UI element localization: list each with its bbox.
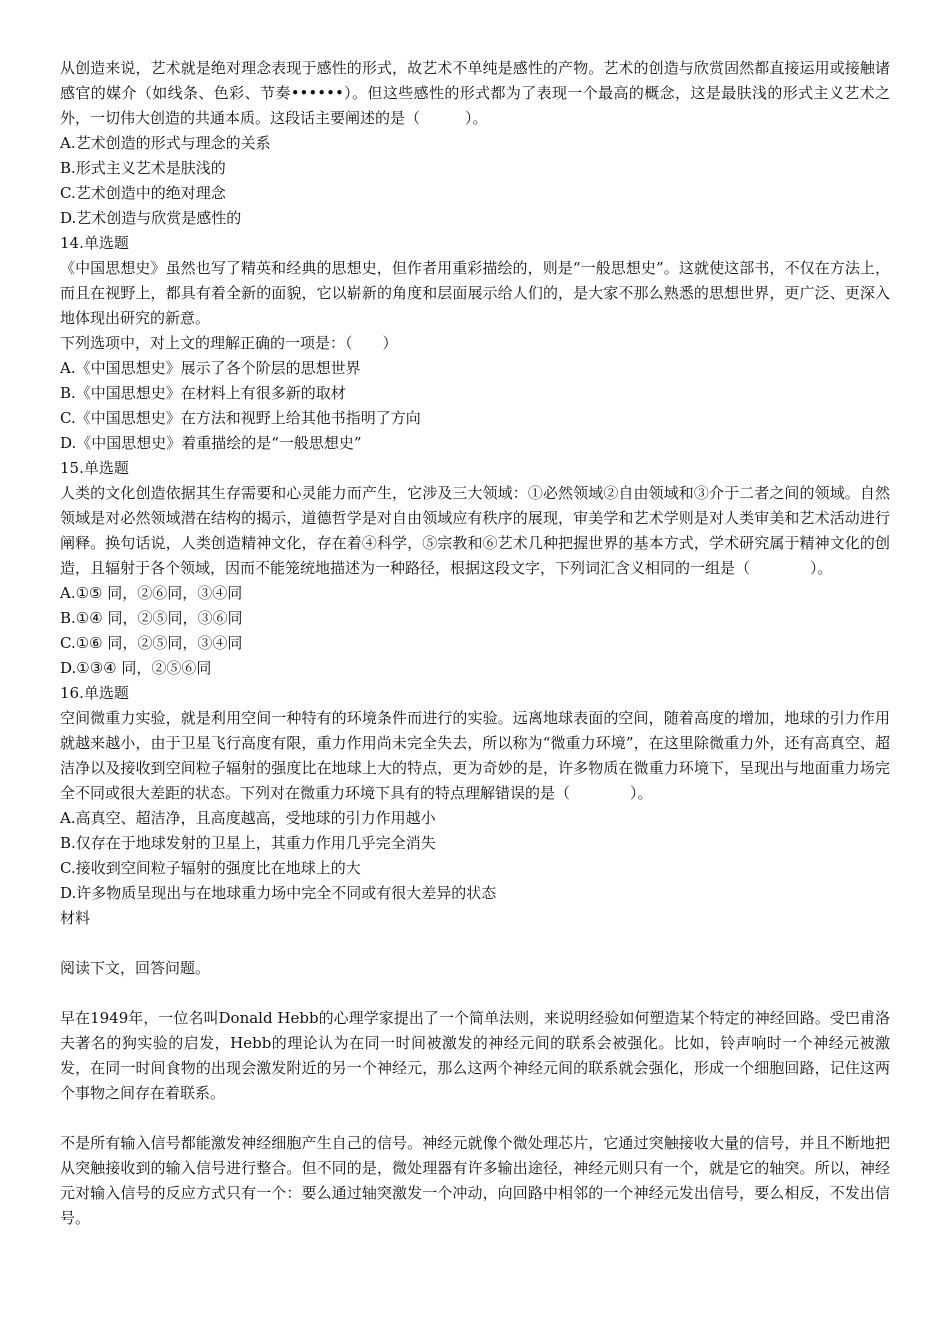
q15-option-d: D.①③④ 同，②⑤⑥同 (60, 659, 212, 677)
q13-option-c: C.艺术创造中的绝对理念 (60, 184, 226, 202)
q13-option-a: A.艺术创造的形式与理念的关系 (60, 134, 271, 152)
q16-option-d: D.许多物质呈现出与在地球重力场中完全不同或有很大差异的状态 (60, 884, 497, 902)
q16-option-c: C.接收到空间粒子辐射的强度比在地球上的大 (60, 859, 361, 877)
q15-option-a: A.①⑤ 同，②⑥同，③④同 (60, 584, 243, 602)
q13-option-d: D.艺术创造与欣赏是感性的 (60, 209, 242, 227)
spacer (60, 1106, 890, 1131)
q14-stem: 《中国思想史》虽然也写了精英和经典的思想史，但作者用重彩描绘的，则是“一般思想史”。这就使这部书，不仅在方法上，而且在视野上，都具有着全新的面貌，它以崭新的角度和层面展示给人们的，是大家不那么熟悉的思想世界，更广泛、更深入地体现出研究的新意。 (60, 259, 890, 327)
q14-option-a: A.《中国思想史》展示了各个阶层的思想世界 (60, 359, 361, 377)
q16-stem: 空间微重力实验，就是利用空间一种特有的环境条件而进行的实验。远离地球表面的空间，随着高度的增加，地球的引力作用就越来越小，由于卫星飞行高度有限，重力作用尚未完全失去，所以称为“微重力环境”，在这里除微重力外，还有高真空、超洁净以及接收到空间粒子辐射的强度比在地球上大的特点，更为奇妙的是，许多物质在微重力环境下，呈现出与地面重力场完全不同或很大差距的状态。下列对在微重力环境下具有的特点理解错误的是（ ）。 (60, 709, 890, 802)
q15-stem: 人类的文化创造依据其生存需要和心灵能力而产生，它涉及三大领域：①必然领域②自由领域和③介于二者之间的领域。自然领域是对必然领域潜在结构的揭示，道德哲学是对自由领域应有秩序的展现，审美学和艺术学则是对人类审美和艺术活动进行阐释。换句话说，人类创造精神文化，存在着④科学，⑤宗教和⑥艺术几种把握世界的基本方式，学术研究属于精神文化的创造，且辐射于各个领域，因而不能笼统地描述为一种路径，根据这段文字，下列词汇含义相同的一组是（ ）。 (60, 484, 890, 577)
q16-title: 16.单选题 (60, 684, 129, 702)
q15-option-c: C.①⑥ 同，②⑤同，③④同 (60, 634, 243, 652)
spacer (60, 981, 890, 1006)
q15-option-b: B.①④ 同，②⑤同，③⑥同 (60, 609, 243, 627)
q14-option-b: B.《中国思想史》在材料上有很多新的取材 (60, 384, 346, 402)
material-paragraph-1: 早在1949年，一位名叫Donald Hebb的心理学家提出了一个简单法则，来说明经验如何塑造某个特定的神经回路。受巴甫洛夫著名的狗实验的启发，Hebb的理论认为在同一时间被激发的神经元间的联系会被强化。比如，铃声响时一个神经元被激发，在同一时间食物的出现会激发附近的另一个神经元，那么这两个神经元间的联系就会强化，形成一个细胞回路，记住这两个事物之间存在着联系。 (60, 1009, 890, 1102)
q13-stem: 从创造来说，艺术就是绝对理念表现于感性的形式，故艺术不单纯是感性的产物。艺术的创造与欣赏固然都直接运用或接触诸感官的媒介（如线条、色彩、节奏••••••）。但这些感性的形式都为了表现一个最高的概念，这是最肤浅的形式主义艺术之外，一切伟大创造的共通本质。这段话主要阐述的是（ ）。 (60, 59, 890, 127)
q16-option-a: A.高真空、超洁净，且高度越高，受地球的引力作用越小 (60, 809, 436, 827)
document-page (60, 56, 890, 1231)
q15-title: 15.单选题 (60, 459, 129, 477)
q14-question: 下列选项中，对上文的理解正确的一项是：（ ） (60, 334, 398, 352)
q13-option-b: B.形式主义艺术是肤浅的 (60, 159, 226, 177)
q14-title: 14.单选题 (60, 234, 129, 252)
spacer (60, 931, 890, 956)
material-paragraph-2: 不是所有输入信号都能激发神经细胞产生自己的信号。神经元就像个微处理芯片，它通过突触接收大量的信号，并且不断地把从突触接收到的输入信号进行整合。但不同的是，微处理器有许多输出途径，神经元则只有一个，就是它的轴突。所以，神经元对输入信号的反应方式只有一个：要么通过轴突激发一个冲动，向回路中相邻的一个神经元发出信号，要么相反，不发出信号。 (60, 1134, 890, 1227)
q14-option-c: C.《中国思想史》在方法和视野上给其他书指明了方向 (60, 409, 421, 427)
material-label: 材料 (60, 909, 91, 927)
material-intro: 阅读下文，回答问题。 (60, 959, 211, 977)
q14-option-d: D.《中国思想史》着重描绘的是“一般思想史” (60, 434, 362, 452)
q16-option-b: B.仅存在于地球发射的卫星上，其重力作用几乎完全消失 (60, 834, 436, 852)
